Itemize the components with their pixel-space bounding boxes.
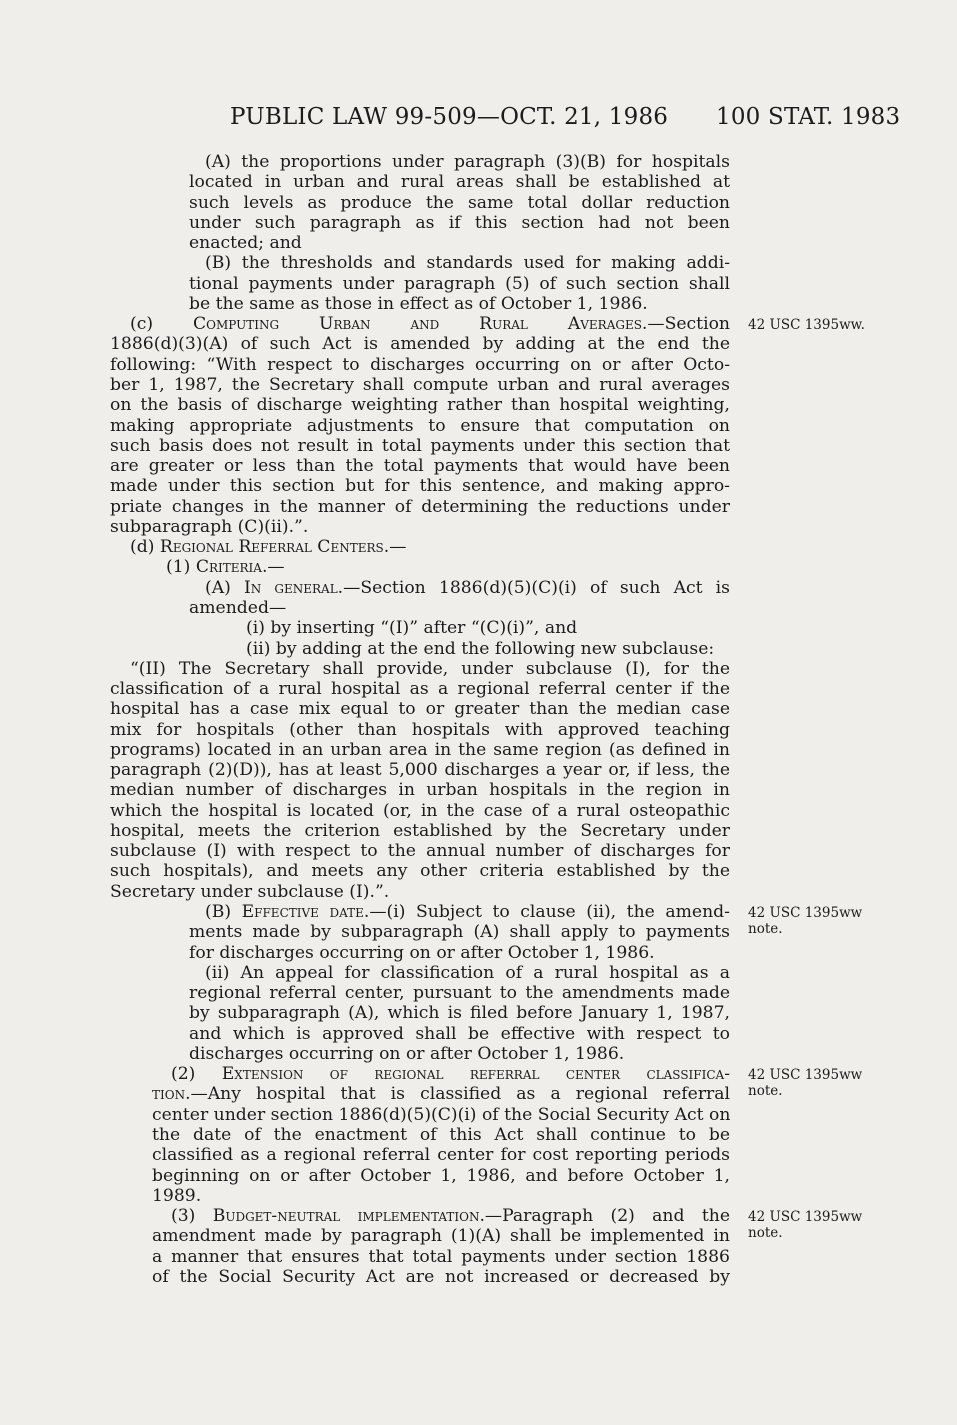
line-text: made under this section but for this sentence, and making appro- [110, 476, 730, 497]
line-text: — [267, 557, 285, 578]
line-text: (ii) by adding at the end the following new subclause: [246, 638, 715, 659]
line-text: priate changes in the manner of determining the reductions under [110, 496, 730, 517]
text-line [171, 1206, 730, 1226]
line-text: classified as a regional referral center for cost reporting periods [152, 1145, 730, 1166]
text-line [110, 882, 730, 902]
line-text: (B) [205, 902, 242, 922]
line-text: enacted; and [189, 233, 302, 254]
text-line [189, 1024, 730, 1044]
line-text: —Section 1886(d)(5)(C)(i) of such Act is [343, 577, 730, 598]
line-text: subparagraph (C)(ii).”. [110, 516, 309, 537]
margin-note-line: 42 USC 1395ww [748, 905, 863, 921]
margin-note-citation [748, 905, 948, 937]
margin-note-citation [748, 1209, 948, 1241]
text-line [152, 1247, 730, 1267]
line-text: —Section [647, 314, 730, 335]
line-text: “(II) The Secretary shall provide, under subclause (I), for the [130, 658, 730, 679]
heading-text: Criteria. [195, 557, 268, 578]
line-text: (3) [171, 1206, 213, 1226]
text-line [110, 456, 730, 476]
text-line [152, 1145, 730, 1165]
line-text: ments made by subparagraph (A) shall apply to payments [189, 922, 730, 943]
line-text: under such paragraph as if this section had not been [189, 212, 730, 233]
margin-note-line: note. [748, 1083, 783, 1100]
text-line [130, 537, 730, 557]
line-text: (B) the thresholds and standards used for making addi- [205, 253, 730, 274]
text-line [189, 922, 730, 942]
margin-note-line: note. [748, 921, 783, 937]
text-line [152, 1166, 730, 1186]
text-line [152, 1084, 730, 1104]
heading-text: Extension of regional referral center classifica- [221, 1064, 730, 1085]
line-text: beginning on or after October 1, 1986, and before October 1, [152, 1165, 730, 1186]
text-line [189, 943, 730, 963]
margin-note-line: 42 USC 1395ww [748, 1067, 863, 1084]
line-text: Secretary under subclause (I).”. [110, 881, 390, 902]
heading-text: Regional Referral Centers. [159, 537, 390, 558]
text-line [110, 801, 730, 821]
text-line [110, 416, 730, 436]
line-text: 1886(d)(3)(A) of such Act is amended by adding at the end the [110, 334, 730, 355]
line-text: (i) by inserting “(I)” after “(C)(i)”, and [246, 618, 578, 639]
line-text: (A) [205, 577, 244, 598]
text-line [110, 740, 730, 760]
line-text: hospital has a case mix equal to or greater than the median case [110, 699, 730, 720]
text-line [246, 639, 730, 659]
text-line [152, 1105, 730, 1125]
line-text: (c) [130, 314, 193, 335]
line-text: programs) located in an urban area in the same region (as defined in [110, 739, 730, 760]
text-line [110, 497, 730, 517]
line-text: (A) the proportions under paragraph (3)(B) for hospitals [205, 152, 730, 172]
line-text: mix for hospitals (other than hospitals with approved teaching [110, 719, 730, 740]
line-text: the date of the enactment of this Act shall continue to be [152, 1125, 730, 1145]
line-text: —Any hospital that is classified as a regional referral [190, 1084, 730, 1105]
text-line [205, 902, 730, 922]
line-text: ber 1, 1987, the Secretary shall compute urban and rural averages [110, 375, 730, 395]
text-line [205, 152, 730, 172]
line-text: a manner that ensures that total payments under section 1886 [152, 1246, 730, 1267]
text-line [246, 618, 730, 638]
text-line [205, 253, 730, 273]
text-line [189, 213, 730, 233]
line-text: following: “With respect to discharges occurring on or after Octo- [110, 354, 730, 375]
text-line [110, 679, 730, 699]
text-line [189, 193, 730, 213]
text-line [205, 963, 730, 983]
heading-text: Effective date. [241, 902, 370, 922]
line-text: (d) [130, 537, 160, 558]
margin-note-line: 42 USC 1395ww [748, 1209, 863, 1225]
line-text: tional payments under paragraph (5) of such section shall [189, 273, 730, 294]
margin-note-line: note. [748, 1225, 783, 1241]
text-line [189, 274, 730, 294]
text-line [110, 699, 730, 719]
text-line [110, 760, 730, 780]
text-line [189, 598, 730, 618]
margin-note-citation [748, 1067, 948, 1099]
text-line [130, 314, 730, 334]
text-line [189, 1003, 730, 1023]
text-line [110, 476, 730, 496]
text-line [189, 172, 730, 192]
line-text: located in urban and rural areas shall be established at [189, 172, 730, 193]
line-text: on the basis of discharge weighting rather than hospital weighting, [110, 395, 730, 416]
line-text: classification of a rural hospital as a regional referral center if the [110, 679, 730, 699]
text-line [110, 841, 730, 861]
text-line [110, 821, 730, 841]
line-text: for discharges occurring on or after October 1, 1986. [189, 942, 655, 963]
line-text: and which is approved shall be effective with respect to [189, 1023, 730, 1044]
line-text: be the same as those in effect as of October 1, 1986. [189, 293, 648, 314]
line-text: regional referral center, pursuant to the amendments made [189, 983, 730, 1004]
text-line [189, 233, 730, 253]
line-text: of the Social Security Act are not increased or decreased by [152, 1266, 730, 1287]
line-text: subclause (I) with respect to the annual number of discharges for [110, 841, 730, 862]
text-line [110, 720, 730, 740]
line-text: which the hospital is located (or, in the case of a rural osteopathic [110, 800, 730, 821]
text-line [205, 578, 730, 598]
running-head-title: PUBLIC LAW 99-509—OCT. 21, 1986 [230, 104, 669, 130]
text-line [171, 1064, 730, 1084]
line-text: are greater or less than the total payments that would have been [110, 456, 730, 477]
margin-note-citation [748, 317, 948, 333]
text-line [189, 983, 730, 1003]
line-text: discharges occurring on or after October 1, 1986. [189, 1043, 625, 1064]
heading-text: Computing Urban and Rural Averages. [192, 314, 648, 335]
text-line [110, 355, 730, 375]
text-line [152, 1267, 730, 1287]
text-line [189, 1044, 730, 1064]
heading-text: tion. [152, 1084, 191, 1105]
line-text: — [389, 537, 407, 558]
text-line [166, 557, 730, 577]
text-line [130, 659, 730, 679]
line-text: —Paragraph (2) and the [484, 1206, 730, 1226]
line-text: amendment made by paragraph (1)(A) shall be implemented in [152, 1226, 730, 1247]
text-line [110, 375, 730, 395]
line-text: 1989. [152, 1185, 202, 1206]
line-text: median number of discharges in urban hospitals in the region in [110, 780, 730, 801]
margin-note-line: 42 USC 1395ww. [748, 317, 865, 334]
text-line [189, 294, 730, 314]
heading-text: Budget-neutral implementation. [212, 1206, 485, 1226]
text-line [110, 861, 730, 881]
line-text: such hospitals), and meets any other criteria established by the [110, 861, 730, 882]
line-text: paragraph (2)(D)), has at least 5,000 discharges a year or, if less, the [110, 760, 730, 781]
text-line [152, 1186, 730, 1206]
running-head-stat-page: 100 STAT. 1983 [716, 104, 901, 130]
line-text: (2) [171, 1064, 222, 1085]
text-line [110, 395, 730, 415]
line-text: (1) [166, 557, 196, 578]
line-text: amended— [189, 597, 287, 618]
text-line [110, 780, 730, 800]
line-text: such levels as produce the same total dollar reduction [189, 192, 730, 213]
line-text: (ii) An appeal for classification of a rural hospital as a [205, 962, 730, 983]
line-text: making appropriate adjustments to ensure that computation on [110, 415, 730, 436]
line-text: hospital, meets the criterion established by the Secretary under [110, 820, 730, 841]
text-line [110, 436, 730, 456]
line-text: —(i) Subject to clause (ii), the amend- [369, 902, 730, 922]
line-text: center under section 1886(d)(5)(C)(i) of the Social Security Act on [152, 1104, 730, 1125]
text-line [110, 334, 730, 354]
text-line [152, 1125, 730, 1145]
line-text: by subparagraph (A), which is filed before January 1, 1987, [189, 1003, 730, 1024]
text-line [110, 517, 730, 537]
line-text: such basis does not result in total payments under this section that [110, 435, 730, 456]
heading-text: In general. [243, 577, 344, 598]
text-line [152, 1226, 730, 1246]
